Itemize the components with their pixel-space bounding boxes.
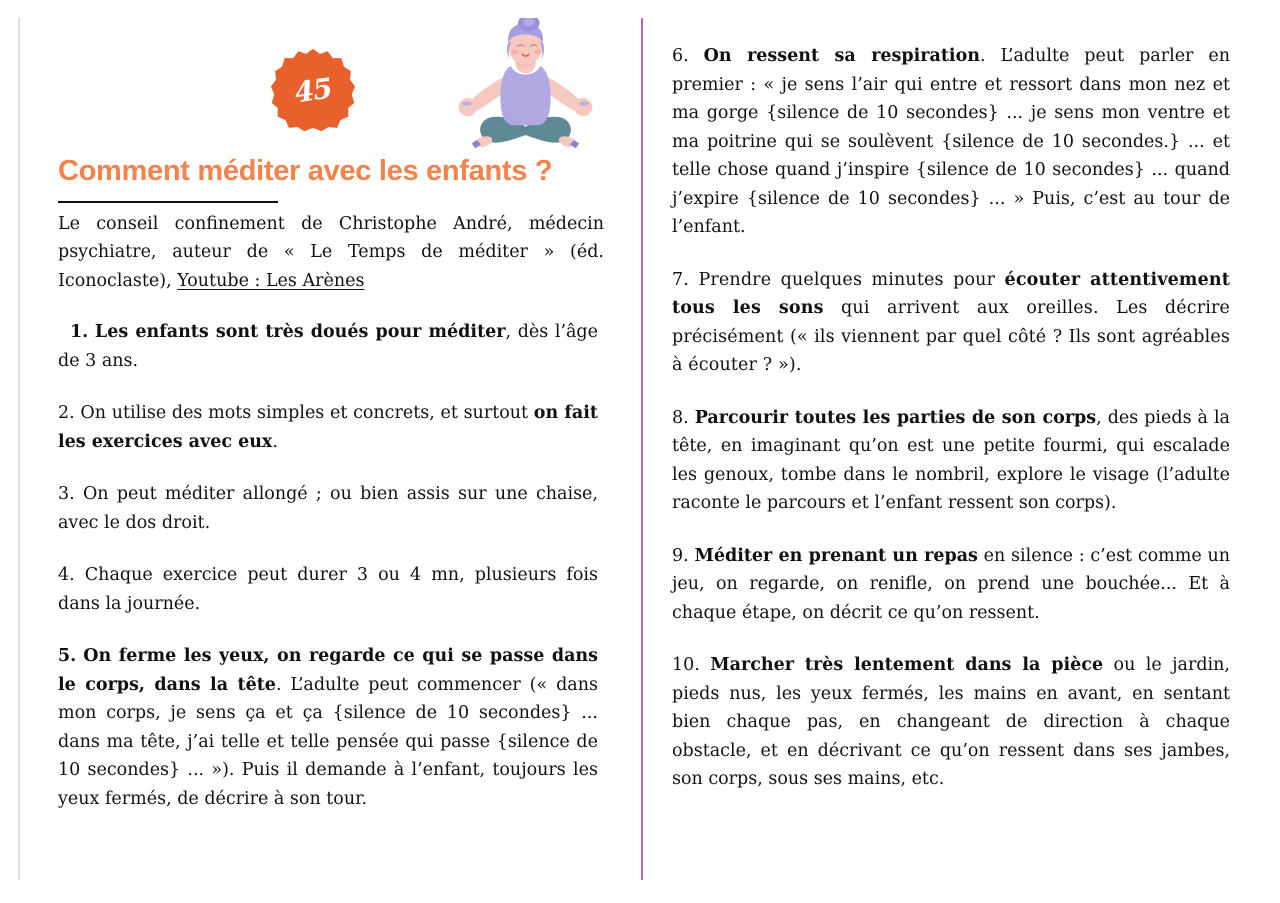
step-lead-text: Prendre quelques minutes pour	[698, 269, 1005, 290]
step-number: 2.	[58, 403, 75, 424]
title-underline-rule	[58, 201, 278, 203]
step-rest-text: , dès l’âge de 3 ans.	[58, 322, 598, 371]
step-number: 6.	[672, 46, 689, 66]
step-number: 8.	[672, 407, 689, 428]
step-number: 5.	[58, 646, 77, 667]
list-item	[672, 266, 1230, 380]
step-lead-text: On peut méditer allongé ; ou bien assis sur une chaise, avec le dos droit.	[58, 484, 598, 533]
list-item	[58, 318, 598, 375]
step-rest-text: qui arrivent aux oreilles. Les décrire précisément (« ils viennent par quel côté ? Ils sont agréables à écouter ? »).	[672, 298, 1230, 376]
left-column	[58, 0, 604, 809]
step-bold-text: écouter attentivement tous les sons	[672, 269, 1230, 319]
steps-list-right	[672, 42, 1230, 794]
step-number: 9.	[672, 545, 689, 566]
step-bold-text: Marcher très lentement dans la pièce	[710, 655, 1104, 676]
step-bold-text: Les enfants sont très doués pour méditer	[94, 322, 506, 342]
list-item	[58, 561, 598, 618]
list-item	[672, 542, 1230, 628]
step-rest-text: ou le jardin, pieds nus, les yeux fermés, les mains en avant, en sentant bien chaque pas, en changeant de direction à chaque obstacle, et en décrivant ce qu’on ressent dans ses jambes, son corps, sous ses mains, etc.	[672, 655, 1230, 790]
badge-number-text: 45	[292, 71, 334, 109]
step-rest-text: en silence : c’est comme un jeu, on regarde, on renifle, on prend une bouchée... Et à chaque étape, on décrit ce qu’on ressent.	[672, 545, 1230, 623]
step-rest-text: , des pieds à la tête, en imaginant qu’on est une petite fourmi, qui escalade les genoux, tombe dans le nombril, explore le visage (l’adulte raconte le parcours et l’enfant ressent son corps).	[672, 407, 1230, 514]
step-bold-text: Méditer en prenant un repas	[694, 545, 978, 566]
article-header	[58, 0, 598, 195]
number-badge	[270, 47, 356, 133]
step-number: 10.	[672, 655, 700, 676]
step-bold-text: On ressent sa respiration	[703, 46, 980, 66]
step-number: 3.	[58, 484, 75, 505]
step-number: 1.	[70, 322, 89, 342]
step-lead-text: Chaque exercice peut durer 3 ou 4 mn, plusieurs fois dans la journée.	[58, 565, 598, 614]
page-title: Comment méditer avec les enfants ?	[58, 155, 553, 187]
step-bold-text: on fait les exercices avec eux	[58, 403, 598, 452]
column-divider-rule	[641, 18, 643, 880]
intro-paragraph	[58, 210, 604, 295]
step-rest-text: . L’adulte peut commencer (« dans mon corps, je sens ça et ça {silence de 10 secondes} ... dans ma tête, j’ai telle et telle pensée qui passe {silence de 10 secondes} ... »). Puis il demande à l’enfant, toujours les yeux fermés, de décrire à son tour.	[58, 674, 598, 809]
step-rest-text: .	[272, 431, 278, 452]
step-rest-text: . L’adulte peut parler en premier : « je sens l’air qui entre et ressort dans mon nez et ma gorge {silence de 10 secondes} ... je sens mon ventre et ma poitrine qui se soulèvent {silence de 10 secondes.} ... et telle chose quand j’inspire {silence de 10 secondes} ... quand j’expire {silence de 10 secondes} ... » Puis, c’est au tour de l’enfant.	[672, 46, 1230, 238]
step-bold-text: On ferme les yeux, on regarde ce qui se passe dans le corps, dans la tête	[58, 646, 598, 695]
list-item	[58, 399, 598, 456]
intro-text: Le conseil confinement de Christophe André, médecin psychiatre, auteur de « Le Temps de méditer » (éd. Iconoclaste),	[58, 214, 604, 291]
list-item	[58, 642, 598, 813]
list-item	[672, 651, 1230, 794]
step-number: 7.	[672, 269, 689, 290]
steps-list-left	[58, 318, 598, 813]
step-lead-text: On utilise des mots simples et concrets, et surtout	[80, 403, 534, 424]
list-item	[672, 42, 1230, 242]
step-number: 4.	[58, 565, 75, 586]
list-item	[672, 404, 1230, 518]
page-left-edge-rule	[18, 18, 20, 880]
step-bold-text: Parcourir toutes les parties de son corps	[694, 407, 1097, 428]
list-item	[58, 480, 598, 537]
youtube-link[interactable]: Youtube : Les Arènes	[177, 270, 365, 291]
